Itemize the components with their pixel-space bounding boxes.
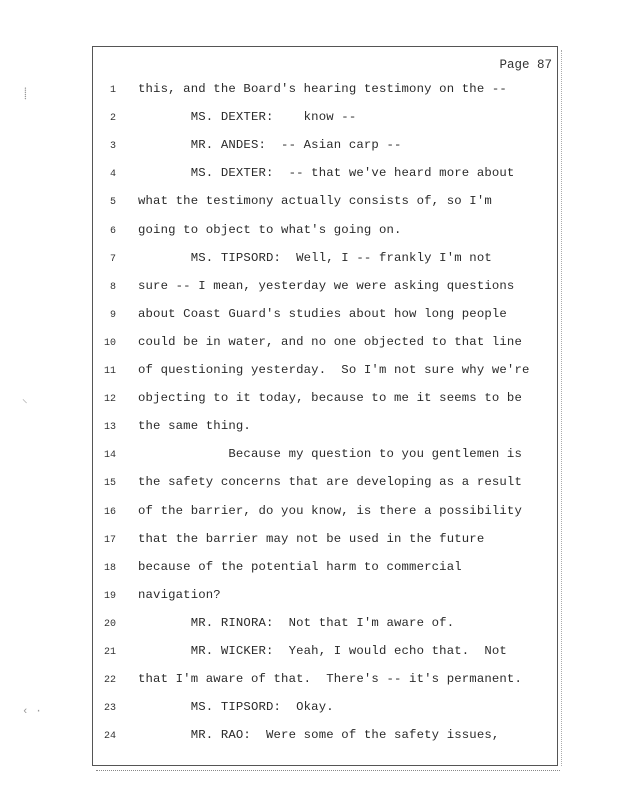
transcript-line bbox=[0, 194, 618, 212]
line-text: MS. TIPSORD: Okay. bbox=[138, 700, 334, 715]
line-text: MR. RINORA: Not that I'm aware of. bbox=[138, 615, 455, 630]
transcript-line bbox=[0, 223, 618, 241]
transcript-line bbox=[0, 138, 618, 156]
line-number: 18 bbox=[103, 562, 116, 574]
transcript-line bbox=[0, 616, 618, 634]
transcript-line bbox=[0, 700, 618, 718]
transcript-line bbox=[0, 110, 618, 128]
transcript-line bbox=[0, 447, 618, 465]
transcript-line bbox=[0, 419, 618, 437]
line-number: 15 bbox=[103, 478, 116, 490]
page-number: Page 87 bbox=[499, 58, 552, 72]
transcript-line bbox=[0, 672, 618, 690]
line-text: this, and the Board's hearing testimony on the -- bbox=[138, 82, 507, 96]
transcript-line bbox=[0, 251, 618, 269]
line-text: about Coast Guard's studies about how long people bbox=[138, 306, 507, 321]
page-bottom-edge bbox=[96, 764, 560, 771]
line-text: could be in water, and no one objected to that line bbox=[138, 334, 522, 349]
line-number: 6 bbox=[109, 225, 116, 237]
transcript-line bbox=[0, 166, 618, 184]
line-text: the safety concerns that are developing as a result bbox=[138, 475, 522, 490]
transcript-line bbox=[0, 363, 618, 381]
transcript-line bbox=[0, 307, 618, 325]
line-text: objecting to it today, because to me it seems to be bbox=[138, 391, 522, 406]
line-text: what the testimony actually consists of, so I'm bbox=[138, 194, 492, 209]
line-text: going to object to what's going on. bbox=[138, 222, 402, 237]
line-text: MS. DEXTER: know -- bbox=[138, 110, 357, 125]
margin-mark: ‹ · bbox=[22, 706, 42, 718]
line-number: 9 bbox=[109, 309, 116, 321]
line-number: 10 bbox=[103, 337, 116, 349]
line-number: 12 bbox=[103, 394, 116, 406]
transcript-line bbox=[0, 475, 618, 493]
line-number: 16 bbox=[103, 506, 116, 518]
line-text: that I'm aware of that. There's -- it's permanent. bbox=[138, 672, 522, 687]
transcript-line bbox=[0, 644, 618, 662]
transcript-line bbox=[0, 279, 618, 297]
line-number: 20 bbox=[103, 618, 116, 630]
line-text: that the barrier may not be used in the future bbox=[138, 531, 485, 546]
transcript-line bbox=[0, 532, 618, 550]
line-text: Because my question to you gentlemen is bbox=[138, 447, 522, 462]
line-number: 17 bbox=[103, 534, 116, 546]
line-number: 5 bbox=[109, 197, 116, 209]
line-text: MR. RAO: Were some of the safety issues, bbox=[138, 728, 500, 743]
transcript-line bbox=[0, 588, 618, 606]
line-number: 23 bbox=[103, 703, 116, 715]
line-number: 21 bbox=[103, 647, 116, 658]
line-text: the same thing. bbox=[138, 419, 251, 434]
transcript-line bbox=[0, 335, 618, 353]
transcript-line bbox=[0, 728, 618, 746]
margin-mark: ⸽ bbox=[24, 89, 27, 101]
line-number: 11 bbox=[103, 366, 116, 377]
transcript-line bbox=[0, 391, 618, 409]
line-text: MR. WICKER: Yeah, I would echo that. Not bbox=[138, 644, 507, 658]
line-number: 1 bbox=[109, 85, 116, 96]
line-number: 24 bbox=[103, 731, 116, 743]
line-number: 14 bbox=[103, 450, 116, 462]
line-number: 3 bbox=[109, 141, 116, 153]
line-text: because of the potential harm to commercial bbox=[138, 559, 462, 574]
line-number: 8 bbox=[109, 281, 116, 293]
margin-mark: ⸌ bbox=[22, 399, 28, 411]
transcript-line bbox=[0, 82, 618, 100]
transcript-line bbox=[0, 504, 618, 522]
line-number: 7 bbox=[109, 253, 116, 265]
line-text: navigation? bbox=[138, 587, 221, 602]
line-text: MS. DEXTER: -- that we've heard more about bbox=[138, 166, 515, 181]
line-text: MR. ANDES: -- Asian carp -- bbox=[138, 138, 402, 153]
line-text: of the barrier, do you know, is there a possibility bbox=[138, 503, 522, 518]
line-text: MS. TIPSORD: Well, I -- frankly I'm not bbox=[138, 250, 492, 265]
line-number: 19 bbox=[103, 590, 116, 602]
line-number: 22 bbox=[103, 675, 116, 687]
transcript-line bbox=[0, 560, 618, 578]
line-text: of questioning yesterday. So I'm not sure why we're bbox=[138, 363, 530, 377]
line-number: 13 bbox=[103, 422, 116, 434]
line-number: 4 bbox=[109, 169, 116, 181]
line-text: sure -- I mean, yesterday we were asking questions bbox=[138, 278, 515, 293]
line-number: 2 bbox=[109, 113, 116, 125]
